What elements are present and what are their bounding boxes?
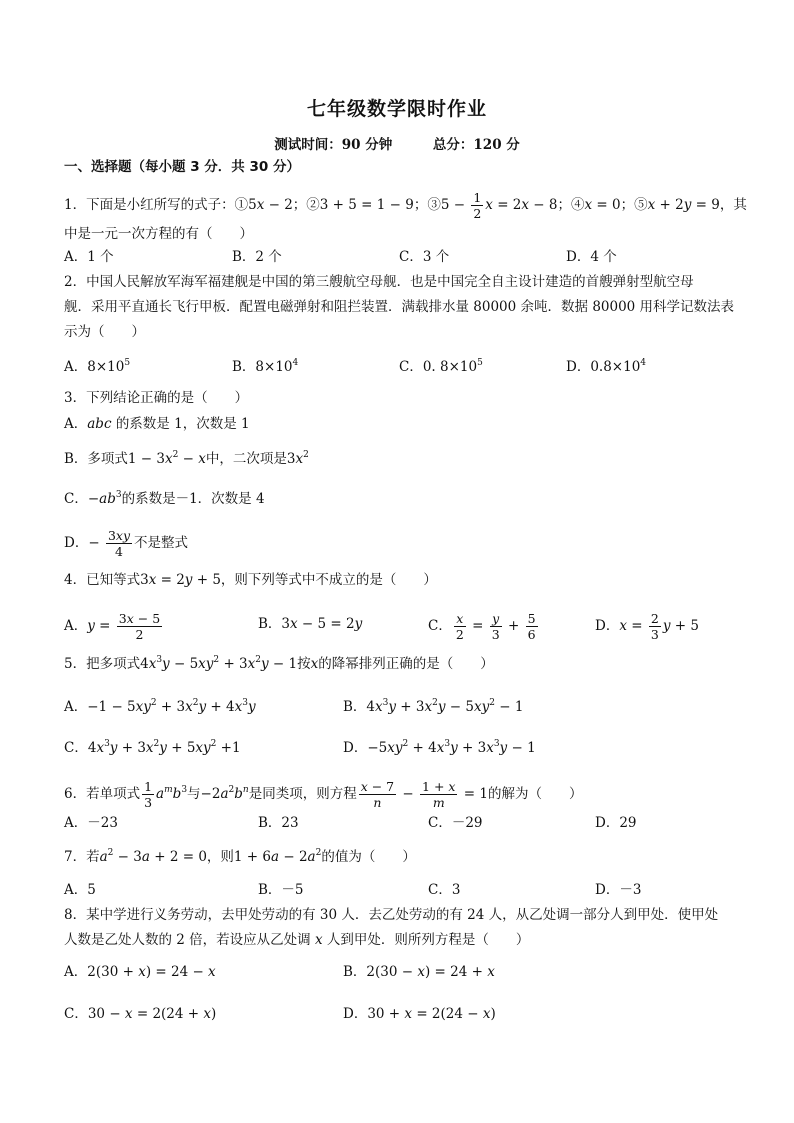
exam-meta [0,133,794,153]
q2-option-c: C．0. $8\times 10^5$ [399,358,483,375]
q3-option-c: C．$-ab^3$的系数是－1．次数是 4 [64,490,265,507]
q7-option-a: A．5 [64,882,96,898]
page-title: 七年级数学限时作业 [306,98,487,120]
q4-option-c: C． $\frac{x}{2}$ = $\frac{y}{3}$ + $\frac{5}{6}$ [428,611,536,642]
q6-option-b: B．23 [258,815,299,831]
question-1-line-2: 中是一元一次方程的有（ ） [64,226,253,242]
q8-option-a: A．2(30 + x) = 24 − x [64,964,216,980]
question-8-line-1: 8．某中学进行义务劳动，去甲处劳动的有 30 人．去乙处劳动的有 24 人，从乙处调一部分人到甲处．使甲处 [64,907,719,923]
q1-option-b: B．2 个 [232,249,282,265]
section-heading: 一、选择题（每小题 3 分．共 30 分） [64,159,300,175]
q3-option-d: D．− $\frac{3xy}{4}$ 不是整式 [64,528,189,559]
q4-option-d: D．x = $\frac{2}{3}$ y + 5 [595,611,699,642]
question-5-stem: 5．把多项式$4x^3y - 5xy^2 + 3x^2y - 1$按x的降幂排列正确的是（ ） [64,655,494,672]
q5-option-a: A．$-1 - 5xy^2 + 3x^2y + 4x^3y$ [64,698,256,715]
q3-option-a: A．abc 的系数是 1，次数是 1 [64,416,250,432]
q6-option-d: D．29 [595,815,637,831]
q1-option-c: C．3 个 [399,249,450,265]
q4-option-a: A．y = $\frac{3x - 5}{2}$ [64,611,161,642]
q7-option-b: B．－5 [258,882,304,898]
q4-option-b: B．3x − 5 = 2y [258,616,363,632]
q5-option-b: B．$4x^3y + 3x^2y - 5xy^2 - 1$ [343,698,524,715]
q3-option-b: B．多项式$1 - 3x^2 - x$中，二次项是$3x^2$ [64,450,309,467]
question-7-stem: 7．若$a^2 - 3a + 2 = 0$，则$1 + 6a - 2a^2$的值为（ ） [64,848,416,865]
q2-option-b: B．$8\times 10^4$ [232,358,299,375]
question-6-stem: 6．若单项式 $\frac{1}{3}$ $a^mb^3$与$-2a^2b^n$是同类项，则方程 $\frac{x - 7}{n}$ − $\frac{1 + x}{m}$ = 1的解为（ ） [64,779,583,810]
q8-option-c: C．30 − x = 2(24 + x) [64,1006,217,1022]
q7-option-d: D．－3 [595,882,642,898]
q8-option-b: B．2(30 − x) = 24 + x [343,964,495,980]
q8-option-d: D．30 + x = 2(24 − x) [343,1006,496,1022]
q1-prefix: 1．下面是小红所写的式子：① [64,197,249,213]
question-1-line-1: 1．下面是小红所写的式子：①5x − 2；②3 + 5 = 1 − 9；③5 − $\frac{1}{2}$ x = 2x − 8；④x = 0；⑤x + 2y = 9，其 [64,190,747,221]
q5-option-c: C．$4x^3y + 3x^2y + 5xy^2 +1$ [64,739,241,756]
question-8-line-2: 人数是乙处人数的 2 倍，若设应从乙处调 x 人到甲处．则所列方程是（ ） [64,932,530,948]
question-4-stem: 4．已知等式3x = 2y + 5，则下列等式中不成立的是（ ） [64,572,437,588]
q5-option-d: D．$-5xy^2 + 4x^3y + 3x^3y - 1$ [343,739,536,756]
q6-option-c: C．－29 [428,815,483,831]
q1-option-a: A．1 个 [64,249,114,265]
question-3-stem: 3．下列结论正确的是（ ） [64,390,249,406]
question-2-line-3: 示为（ ） [64,324,145,340]
exam-time: 测试时间：90 分钟 [274,137,393,153]
question-2-line-1: 2．中国人民解放军海军福建舰是中国的第三艘航空母舰．也是中国完全自主设计建造的首艘弹射型航空母 [64,274,694,290]
q2-option-a: A．$8\times 10^5$ [64,358,131,375]
q6-option-a: A．－23 [64,815,118,831]
exam-score: 总分：120 分 [432,137,520,153]
question-2-line-2: 舰．采用平直通长飞行甲板．配置电磁弹射和阻拦装置．满载排水量 80000 余吨．数据 80000 用科学记数法表 [64,299,735,315]
q1-option-d: D．4 个 [566,249,617,265]
q7-option-c: C．3 [428,882,461,898]
q2-option-d: D．$0.8\times 10^4$ [566,358,647,375]
q1-suffix: ，其 [719,197,747,213]
